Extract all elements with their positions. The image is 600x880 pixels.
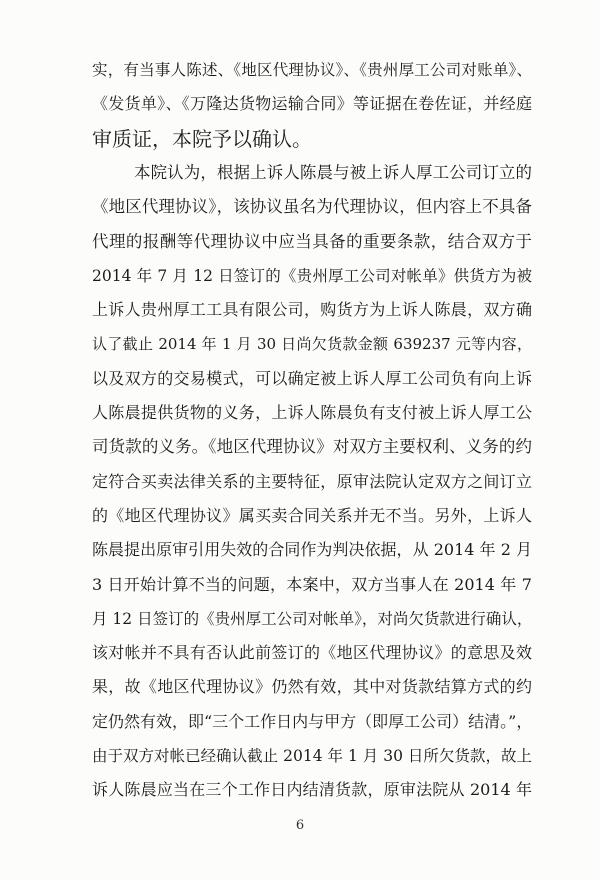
paragraph-line: 2014 年 7 月 12 日签订的《贵州厚工公司对帐单》供货方为被: [92, 267, 532, 285]
page-number: 6: [295, 818, 305, 833]
paragraph-line: 月 12 日签订的《贵州厚工公司对帐单》，对尚欠货款进行确认，: [92, 610, 533, 628]
paragraph-line: 司货款的义务。《地区代理协议》对双方主要权利、义务的约: [92, 437, 532, 456]
paragraph-line: 人陈晨提供货物的义务，上诉人陈晨负有支付被上诉人厚工公: [92, 403, 532, 422]
paragraph-line: 代理的报酬等代理协议中应当具备的重要条款，结合双方于: [92, 232, 532, 251]
paragraph-line: 《发货单》、《万隆达货物运输合同》等证据在卷佐证，并经庭: [92, 94, 532, 113]
paragraph-line: 《地区代理协议》，该协议虽名为代理协议，但内容上不具备: [92, 197, 532, 216]
paragraph-line: 该对帐并不具有否认此前签订的《地区代理协议》的意思及效: [92, 643, 532, 662]
paragraph-line: 审质证，本院予以确认。: [92, 127, 312, 151]
paragraph-line: 上诉人贵州厚工工具有限公司，购货方为上诉人陈晨，双方确: [92, 300, 532, 319]
paragraph-line: 果，故《地区代理协议》仍然有效，其中对货款结算方式的约: [92, 677, 532, 696]
paragraph-line: 定仍然有效，即“三个工作日内与甲方（即厚工公司）结清。”，: [92, 712, 533, 731]
paragraph-line: 诉人陈晨应当在三个工作日内结清货款，原审法院从 2014 年: [92, 780, 532, 799]
paragraph-line: 的《地区代理协议》属买卖合同关系并无不当。另外，上诉人: [92, 506, 532, 525]
paragraph-line: 定符合买卖法律关系的主要特征，原审法院认定双方之间订立: [92, 472, 532, 491]
paragraph-line: 以及双方的交易模式，可以确定被上诉人厚工公司负有向上诉: [92, 369, 532, 388]
paragraph-line: 由于双方对帐已经确认截止 2014 年 1 月 30 日所欠货款，故上: [92, 747, 532, 765]
paragraph-line: 认了截止 2014 年 1 月 30 日尚欠货款金额 639237 元等内容，: [92, 335, 532, 353]
paragraph-line: 实，有当事人陈述、《地区代理协议》、《贵州厚工公司对账单》、: [92, 61, 532, 79]
paragraph-line: 陈晨提出原审引用失效的合同作为判决依据，从 2014 年 2 月: [92, 540, 532, 559]
paragraph-line: 3 日开始计算不当的问题，本案中，双方当事人在 2014 年 7: [92, 575, 532, 594]
paragraph-line: 本院认为，根据上诉人陈晨与被上诉人厚工公司订立的: [134, 163, 532, 182]
